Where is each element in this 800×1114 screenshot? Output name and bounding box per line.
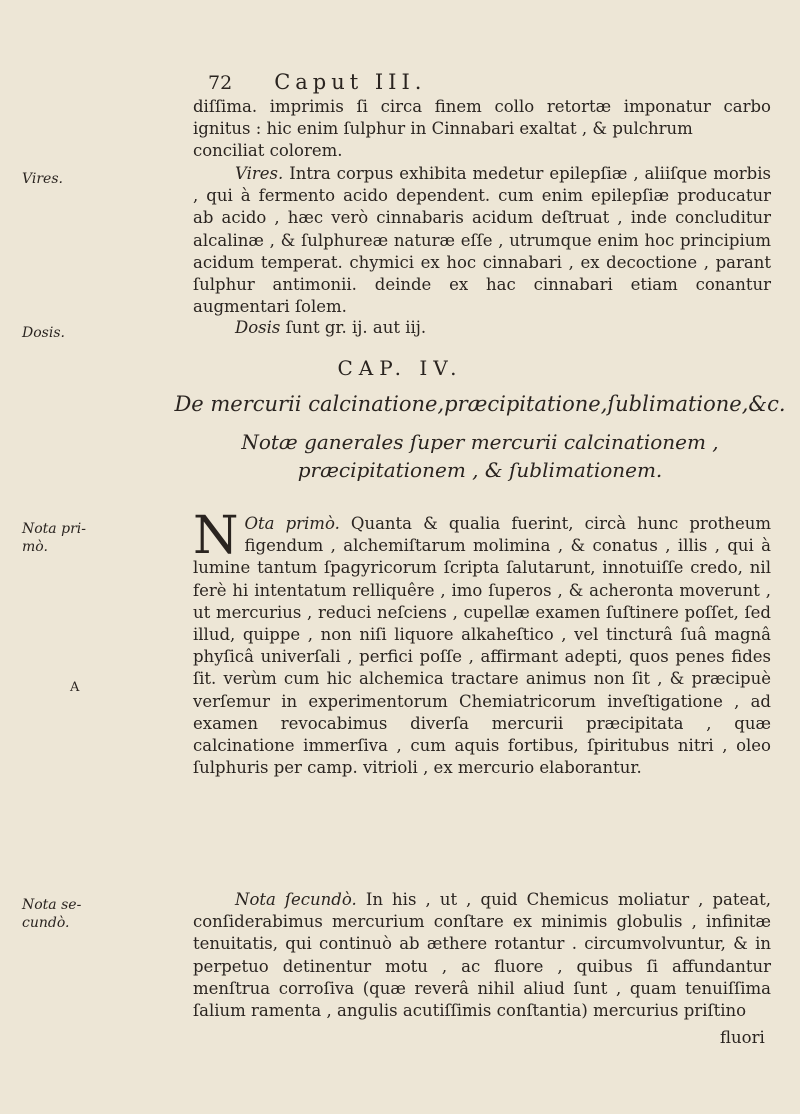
running-title: Caput III. [274, 70, 427, 94]
nota-secundo-text: In his , ut , quid Chemicus moliatur , pateat, conſiderabimus mercurium conſtare ex minimis globulis , infinitæ tenuitatis, qui continuò ab æthere rotantur . circumvolvuntur, & in perpetuo detinentur motu , ac fluore , quibus ſi affundantur menſtrua corroſiva (quæ reverâ nihil aliud ſunt , quam tenuiſſima ſalium ramenta , angulis acutiſſimis conſtantia) mercurius priſtino [193, 890, 771, 1021]
continuation-end: conciliat colorem. [193, 141, 343, 161]
dosis-lead: Dosis [235, 318, 281, 337]
chapter-subtitle: Notæ ganerales ſuper mercurii calcinationem , præcipitationem , & ſublimationem. [241, 430, 719, 482]
nota-primo-lead: Ota primò. [244, 514, 340, 533]
running-head [208, 70, 648, 94]
margin-note-nota-secundo: Nota se-cundò. [22, 897, 82, 931]
nota-secundo-paragraph [193, 889, 771, 1022]
margin-note-vires: Vires. [22, 171, 63, 187]
nota-primo-text: Quanta & qualia fuerint, circà hunc protheum figendum , alchemiſtarum molimina , & conatus , illis , qui à lumine tantum ſpagyricorum ſcripta ſalutarunt, innotuiſſe credo, nil ferè hi intentatum relliquêre , imo ſuperos , & acheronta moverunt , ut mercurius , reduci neſciens , cupellæ examen ſuſtinere poſſet, ſed illud, quippe , non niſi liquore alkaheſtico , vel tincturâ ſuâ magnâ phyſicâ univerſali , perfici poſſe , affirmant adepti, quos penes fides ſit. verùm cum hic alchemica tractare animus non ſit , & præcipuè verſemur in experimentorum Chemiatricorum inveſtigatione , ad examen revocabimus diverſa mercurii præcipitata , quæ calcinatione immerſiva , cum aquis fortibus, ſpiritubus nitri , oleo ſulphuris per camp. vitrioli , ex mercurio elaborantur. [193, 514, 771, 778]
vires-lead: Vires. [235, 164, 284, 183]
catchword: fluori [720, 1028, 765, 1047]
margin-note-nota-primo: Nota pri-mò. [22, 521, 86, 555]
page-number: 72 [208, 72, 233, 94]
chapter-title: De mercurii calcinatione,præcipitatione,ſublimatione,&c. [174, 392, 786, 416]
nota-secundo-lead: Nota ſecundò. [235, 890, 357, 909]
drop-cap: N [193, 506, 239, 566]
section-continuation [193, 96, 771, 163]
nota-primo-paragraph [193, 506, 771, 779]
continuation-line: diſſima. imprimis ſi circa finem collo retortæ imponatur carbo ignitus : hic enim ſulphur in Cinnabari exaltat , & pulchrum [193, 97, 771, 139]
vires-paragraph [193, 163, 771, 318]
dosis-paragraph [193, 317, 771, 339]
vires-text: Intra corpus exhibita medetur epilepſiæ , aliiſque morbis , qui à fermento acido dependent. cum enim epilepſiæ producatur ab acido , hæc verò cinnabaris acidum deſtruat , inde concluditur alcalinæ , & ſulphureæ naturæ eſſe , utrumque enim hoc principium acidum temperat. chymici ex hoc cinnabari , ex decoctione , parant ſulphur antimonii. deinde ex hac cinnabari etiam conantur augmentari ſolem. [193, 164, 771, 317]
chapter-heading: CAP. IV. [337, 356, 463, 380]
marginal-mark: A [70, 680, 80, 695]
dosis-text: ſunt gr. ij. aut iij. [280, 318, 427, 337]
margin-note-dosis: Dosis. [22, 325, 65, 341]
